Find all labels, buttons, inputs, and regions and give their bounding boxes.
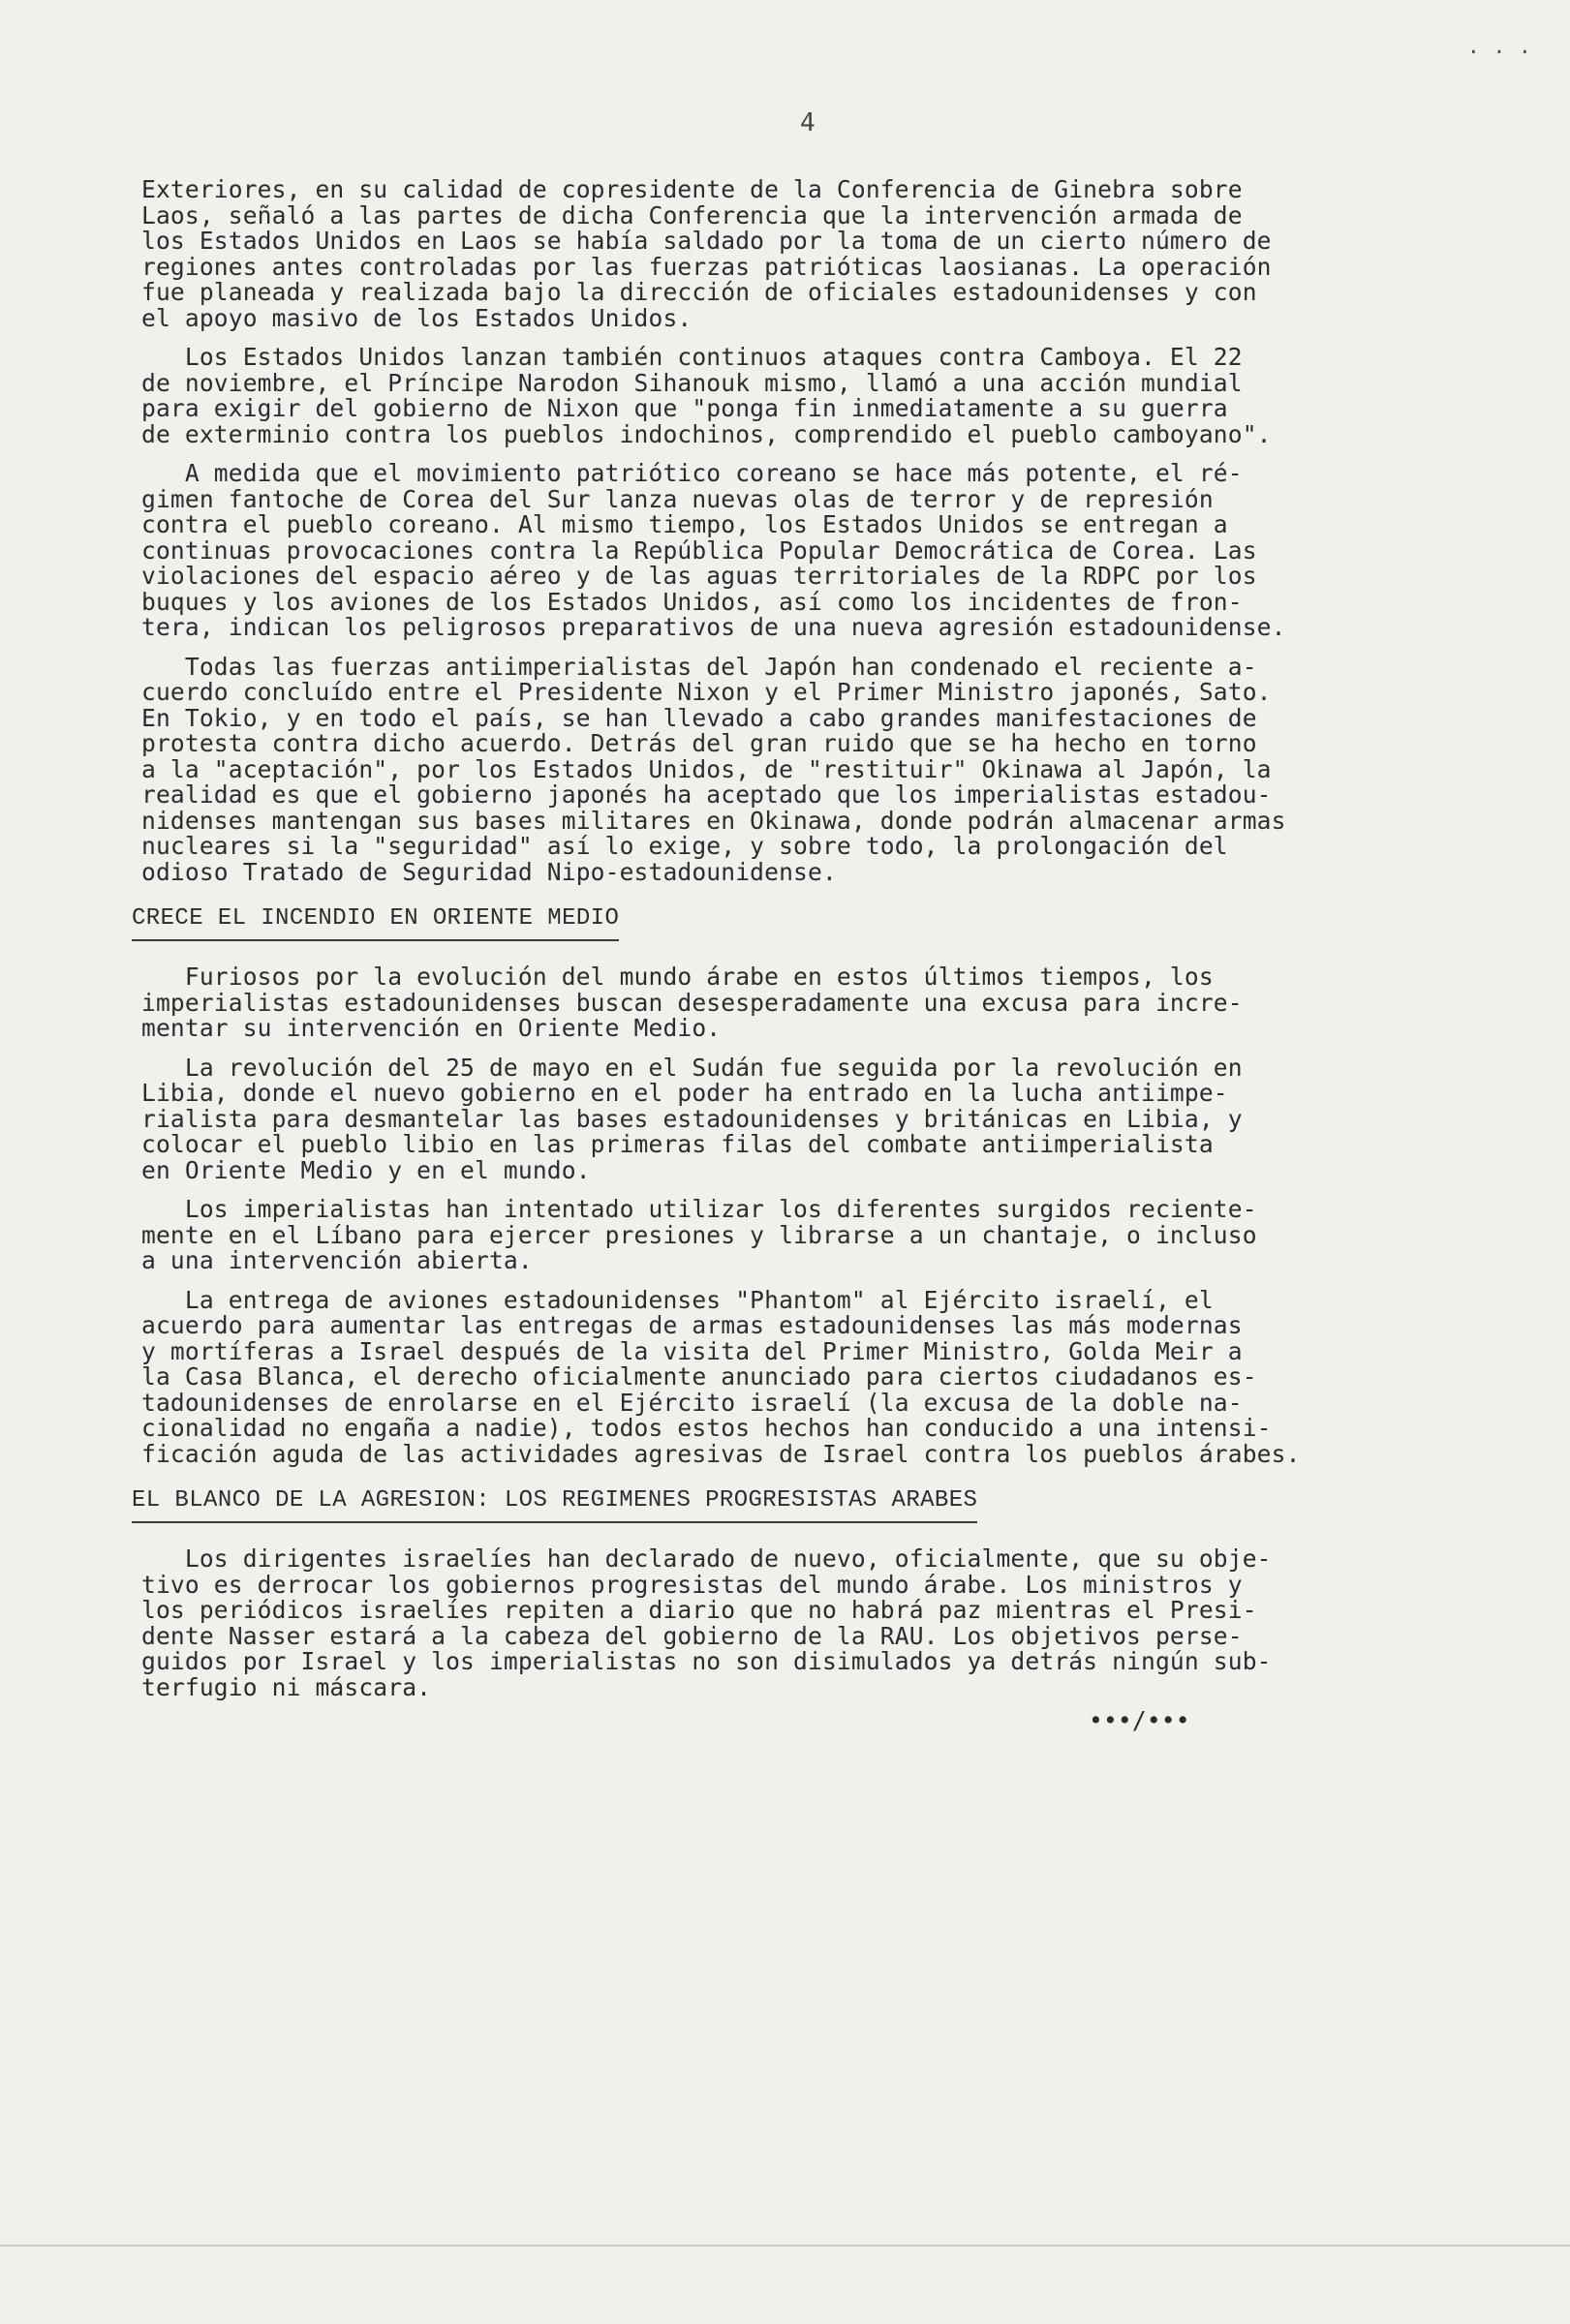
paragraph-camboya: Los Estados Unidos lanzan también continuos ataques contra Camboya. El 22 de noviembre, el Príncipe Narodon Sihanouk mismo, llamó a una acción mundial para exigir del gobierno de Nixon que "ponga fin inmediatamente a su guerra de exterminio contra los pueblos indochinos, comprendido el pueblo camboyano". [141,343,1272,448]
page-number: 4 [800,108,816,138]
paragraph-revolucion: La revolución del 25 de mayo en el Sudán fue seguida por la revolución en Libia, donde el nuevo gobierno en el poder ha entrado en la lucha antiimpe- rialista para desmantelar las bases estadounidenses y británicas en Libia, y colocar el pueblo libio en las primeras filas del combate antiimperialista en Oriente Medio y en el mundo. [141,1053,1243,1184]
corner-marks: · · · [1466,41,1531,65]
continuation-mark: •••/••• [1089,1706,1190,1734]
section-heading-blanco-agresion: EL BLANCO DE LA AGRESION: LOS REGIMENES PROGRESISTAS ARABES [132,1486,977,1523]
section-heading-oriente-medio: CRECE EL INCENDIO EN ORIENTE MEDIO [132,904,619,941]
paragraph-japon: Todas las fuerzas antiimperialistas del Japón han condenado el reciente a- cuerdo concluído entre el Presidente Nixon y el Primer Ministro japonés, Sato. En Tokio, y en todo el país, se han llevado a cabo grandes manifestaciones de protesta contra dicho acuerdo. Detrás del gran ruido que se ha hecho en torno a la "aceptación", por los Estados Unidos, de "restituir" Okinawa al Japón, la realidad es que el gobierno japonés ha aceptado que los imperialistas estadou- nidenses mantengan sus bases militares en Okinawa, donde podrán almacenar armas nucleares si la "seguridad" así lo exige, y sobre todo, la prolongación del odioso Tratado de Seguridad Nipo-estadounidense. [141,652,1286,886]
paragraph-dirigentes: Los dirigentes israelíes han declarado de nuevo, oficialmente, que su obje- tivo es derrocar los gobiernos progresistas del mundo árabe. Los ministros y los periódicos israelíes repiten a diario que no habrá paz mientras el Presi- dente Nasser estará a la cabeza del gobierno de la RAU. Los objetivos perse- guidos por Israel y los imperialistas no son disimulados ya detrás ningún sub- terfugio ni máscara. [141,1544,1272,1701]
page-bottom-edge [0,2245,1570,2247]
paragraph-corea: A medida que el movimiento patriótico coreano se hace más potente, el ré- gimen fantoche de Corea del Sur lanza nuevas olas de terror y de represión contra el pueblo coreano. Al mismo tiempo, los Estados Unidos se entregan a continuas provocaciones contra la República Popular Democrática de Corea. Las violaciones del espacio aéreo y de las aguas territoriales de la RDPC por los buques y los aviones de los Estados Unidos, así como los incidentes de fron- tera, indican los peligrosos preparativos de una nueva agresión estadounidense. [141,459,1286,641]
paragraph-phantom: La entrega de aviones estadounidenses "Phantom" al Ejército israelí, el acuerdo para aumentar las entregas de armas estadounidenses las más modernas y mortíferas a Israel después de la visita del Primer Ministro, Golda Meir a la Casa Blanca, el derecho oficialmente anunciado para ciertos ciudadanos es- tadounidenses de enrolarse en el Ejército israelí (la excusa de la doble na- cionalidad no engaña a nadie), todos estos hechos han conducido a una intensi- ficación aguda de las actividades agresivas de Israel contra los pueblos árabes. [141,1285,1301,1468]
paragraph-furiosos: Furiosos por la evolución del mundo árabe en estos últimos tiempos, los imperialistas estadounidenses buscan desesperadamente una excusa para incre- mentar su intervención en Oriente Medio. [141,963,1243,1042]
paragraph-laos: Exteriores, en su calidad de copresidente de la Conferencia de Ginebra sobre Laos, señaló a las partes de dicha Conferencia que la intervención armada de los Estados Unidos en Laos se había saldado por la toma de un cierto número de regiones antes controladas por las fuerzas patrióticas laosianas. La operación fue planeada y realizada bajo la dirección de oficiales estadounidenses y con el apoyo masivo de los Estados Unidos. [141,175,1272,332]
document-body [132,175,1555,1748]
paragraph-libano: Los imperialistas han intentado utilizar los diferentes surgidos reciente- mente en el Líbano para ejercer presiones y librarse a un chantaje, o incluso a una intervención abierta. [141,1195,1257,1274]
